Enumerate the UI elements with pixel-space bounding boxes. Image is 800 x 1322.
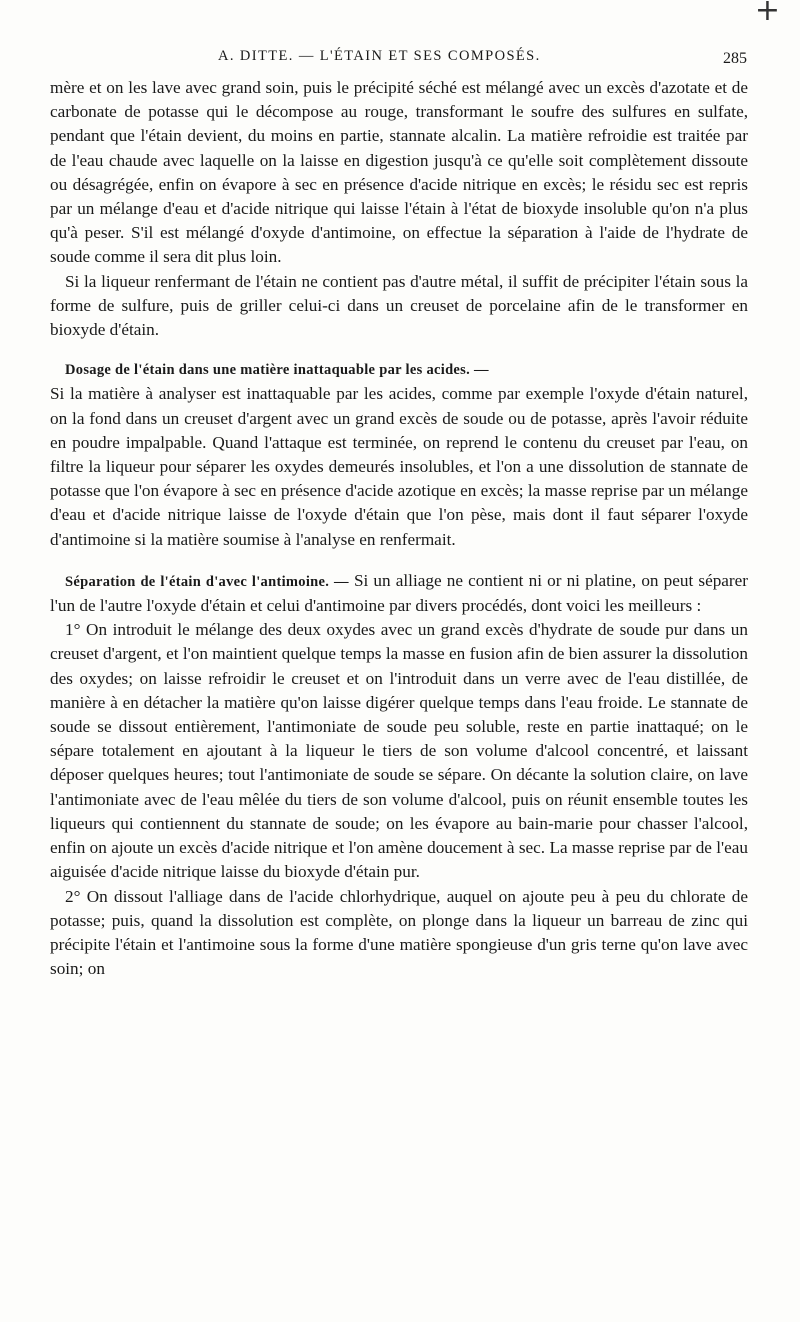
- text-block: [50, 76, 748, 981]
- method-2-paragraph: 2° On dissout l'alliage dans de l'acide chlorhydrique, auquel on ajoute peu à peu du chlorate de potasse; puis, quand la dissolution est complète, on plonge dans la liqueur un barreau de zinc qui précipite l'étain et l'antimoine sous la forme d'une matière spongieuse d'un gris terne qu'on lave avec soin; on: [50, 886, 748, 979]
- page-header: [50, 48, 750, 74]
- section-dosage-body: Si la matière à analyser est inattaquable par les acides, comme par exemple l'oxyde d'étain naturel, on la fond dans un creuset d'argent avec un grand excès de soude ou de potasse, après l'avoir réduite en poudre impalpable. Quand l'attaque est terminée, on reprend le contenu du creuset par l'eau, on filtre la liqueur pour séparer les oxydes demeurés insolubles, et l'on a une dissolution de stannate de potasse que l'on évapore à sec en présence d'acide azotique en excès; la masse reprise par un mélange d'eau et d'acide nitrique laisse de l'oxyde d'étain que l'on pèse, mais dont il faut séparer l'oxyde d'antimoine si la matière soumise à l'analyse en renfermait.: [50, 384, 748, 549]
- paragraph-continuation: mère et on les lave avec grand soin, puis le précipité séché est mélangé avec un excès d'azotate et de carbonate de potasse qui le décompose au rouge, transformant le soufre des sulfures en sulfate, pendant que l'étain devient, du moins en partie, stannate alcalin. La matière refroidie est traitée par de l'eau chaude avec laquelle on la laisse en digestion jusqu'à ce qu'elle soit complètement dissoute ou désagrégée, enfin on évapore à sec en présence d'acide nitrique en excès; le résidu sec est repris par un mélange d'eau et d'acide nitrique qui laisse l'étain à l'état de bioxyde insoluble qu'on n'a plus qu'à peser. S'il est mélangé d'oxyde d'antimoine, on effectue la séparation à l'aide de l'hydrate de soude comme il sera dit plus loin.: [50, 78, 748, 267]
- corner-mark: +: [754, 0, 780, 28]
- section-dosage: [50, 357, 748, 552]
- section-separation-intro: Si un alliage ne contient ni or ni platine, on peut séparer l'un de l'autre l'oxyde d'étain et celui d'antimoine par divers procédés, dont voici les meilleurs :: [50, 570, 749, 616]
- running-head: A. DITTE. — L'ÉTAIN ET SES COMPOSÉS.: [218, 48, 541, 64]
- section-dosage-paragraph: [50, 357, 748, 552]
- section-separation-title: Séparation de l'étain d'avec l'antimoine. —: [65, 573, 349, 590]
- section-dosage-title: Dosage de l'étain dans une matière inattaquable par les acides. —: [65, 362, 489, 379]
- paragraph-simple-precipitation: Si la liqueur renfermant de l'étain ne contient pas d'autre métal, il suffit de précipiter l'étain sous la forme de sulfure, puis de griller celui-ci dans un creuset de porcelaine afin de le transformer en bioxyde d'étain.: [50, 271, 748, 340]
- section-separation-intro-paragraph: [50, 569, 748, 618]
- section-separation: [50, 569, 748, 981]
- method-1-paragraph: 1° On introduit le mélange des deux oxydes avec un grand excès d'hydrate de soude pur dans un creuset d'argent, et l'on maintient quelque temps la masse en fusion afin de bien assurer la dissolution des oxydes; on laisse refroidir le creuset et on l'introduit dans un verre avec de l'eau distillée, de manière à en détacher la matière qu'on laisse digérer quelque temps dans l'eau froide. Le stannate de soude se dissout entièrement, l'antimoniate de soude peu soluble, reste en partie inattaqué; on le sépare totalement en ajoutant à la liqueur le tiers de son volume d'alcool concentré, et laissant déposer quelques heures; tout l'antimoniate de soude se sépare. On décante la solution claire, on lave l'antimoniate avec de l'eau mêlée du tiers de son volume d'alcool, puis on réunit ensemble toutes les liqueurs qui contiennent du stannate de soude; on les évapore au bain-marie pour chasser l'alcool, enfin on ajoute un excès d'acide nitrique et l'on amène doucement à sec. La masse reprise par de l'eau aiguisée d'acide nitrique laisse du bioxyde d'étain pur.: [50, 620, 748, 882]
- page-number: 285: [723, 50, 747, 67]
